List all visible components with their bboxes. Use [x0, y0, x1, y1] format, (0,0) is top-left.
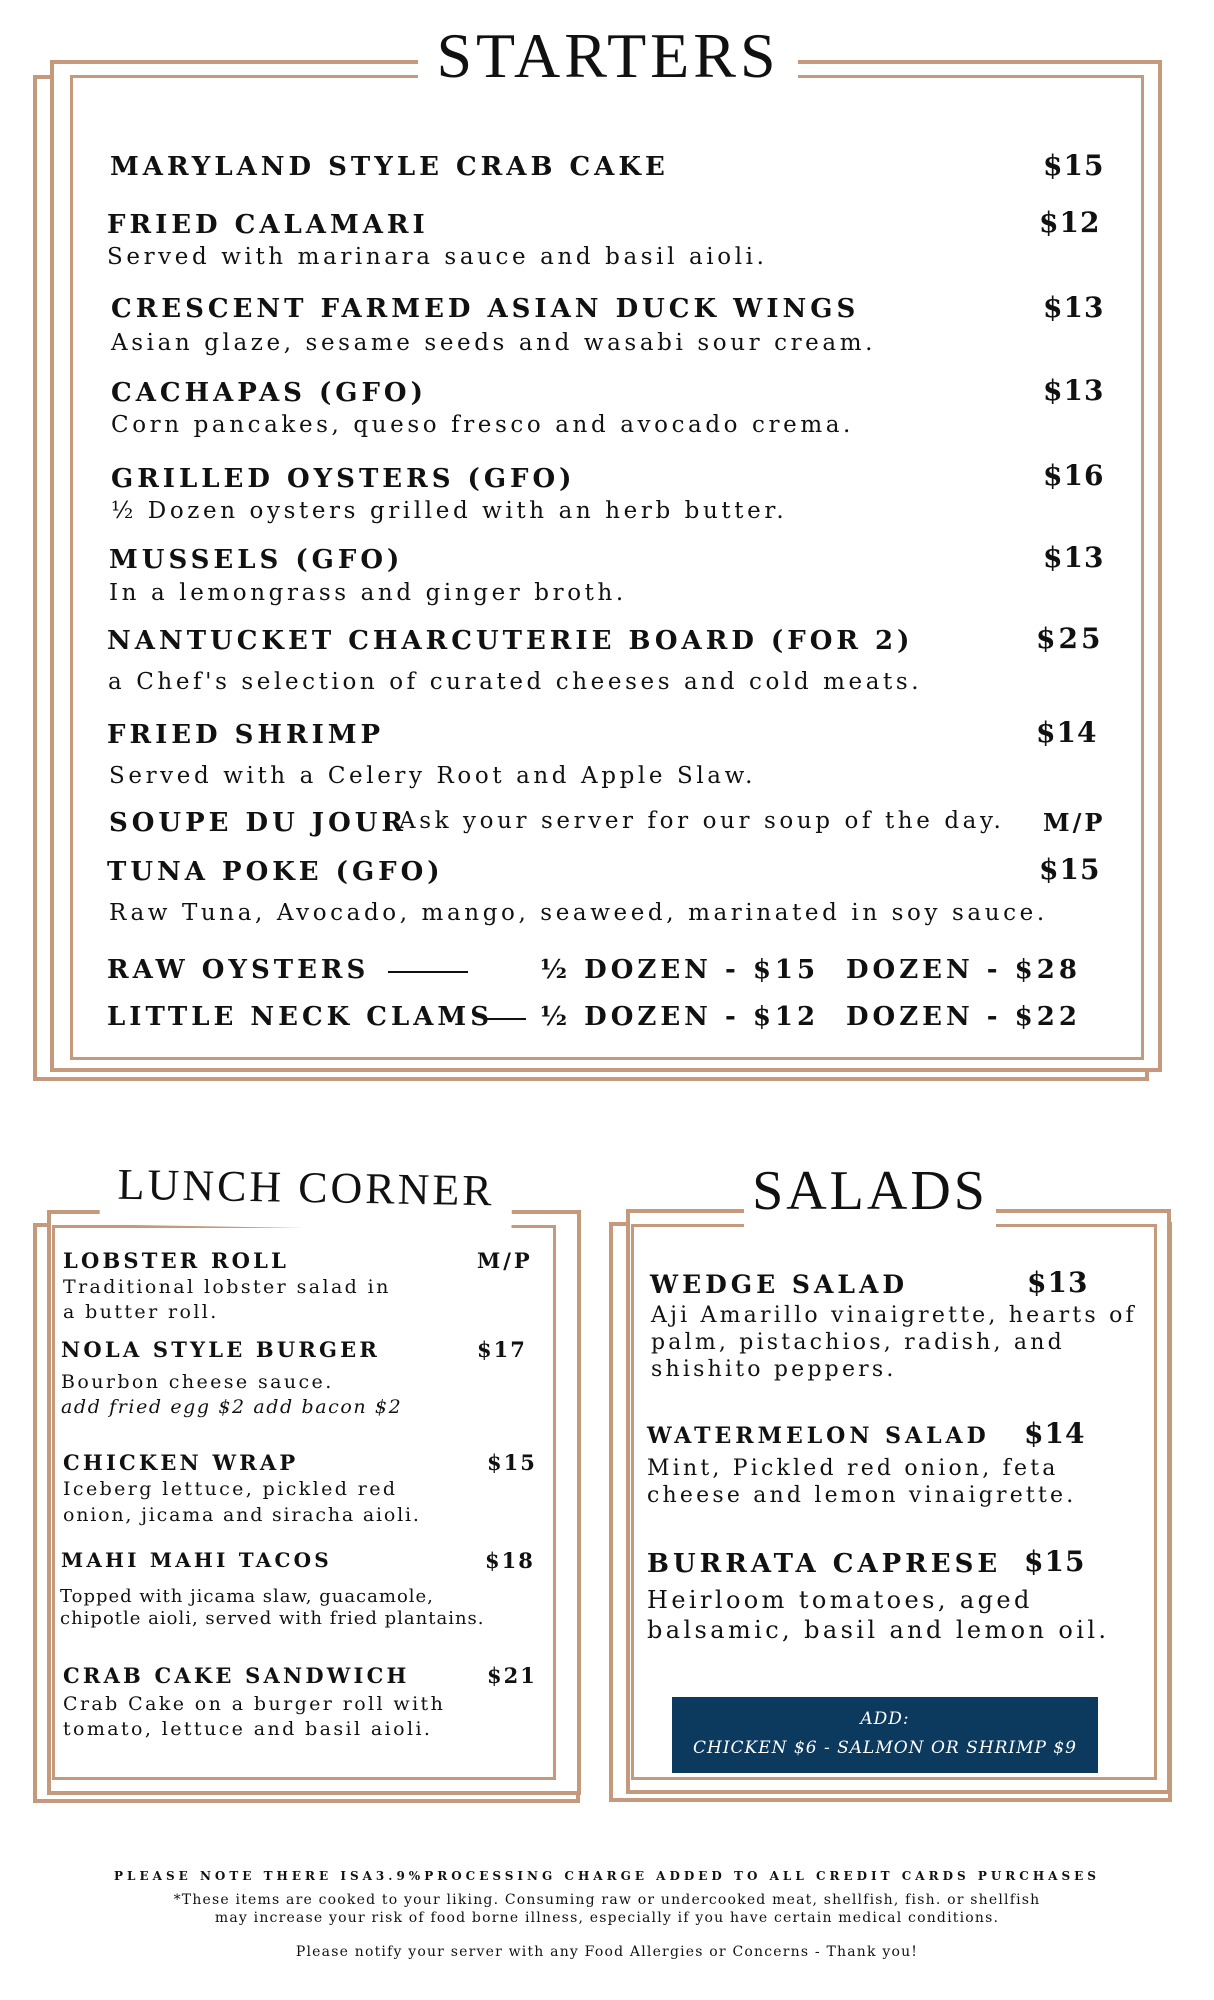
starter-price: $13: [1043, 541, 1105, 574]
salad-desc: Aji Amarillo vinaigrette, hearts of: [651, 1303, 1137, 1328]
lunch-desc: Crab Cake on a burger roll with: [63, 1693, 446, 1715]
starter-price: $13: [1043, 374, 1105, 407]
lunch-name: LOBSTER ROLL: [63, 1248, 290, 1273]
starter-desc: Ask your server for our soup of the day.: [399, 808, 1005, 834]
lunch-desc: onion, jicama and siracha aioli.: [63, 1504, 421, 1526]
lunch-name: CHICKEN WRAP: [63, 1450, 299, 1475]
food-warning-line-2: may increase your risk of food borne illness, especially if you have certain medical conditions.: [214, 1910, 1000, 1926]
food-warning-line-1: *These items are cooked to your liking. Consuming raw or undercooked meat, shellfish, fish. or shellfish: [173, 1892, 1041, 1908]
add-ons-options: CHICKEN $6 - SALMON OR SHRIMP $9: [693, 1738, 1077, 1758]
starters-title: STARTERS: [418, 24, 798, 96]
raw-bar-leader: [388, 971, 468, 973]
salad-price: $15: [1024, 1545, 1086, 1578]
salad-desc: palm, pistachios, radish, and: [651, 1330, 1065, 1355]
salad-price: $13: [1027, 1266, 1089, 1299]
add-ons-label: ADD:: [860, 1709, 910, 1729]
allergy-note: Please notify your server with any Food Allergies or Concerns - Thank you!: [295, 1944, 919, 1960]
raw-bar-name: RAW OYSTERS: [107, 955, 370, 985]
raw-bar-dozen-price: DOZEN - $22: [846, 1002, 1081, 1032]
lunch-desc: chipotle aioli, served with fried plantains.: [60, 1608, 485, 1629]
raw-bar-half-price: ½ DOZEN - $15: [540, 955, 820, 985]
salad-desc: cheese and lemon vinaigrette.: [647, 1483, 1077, 1508]
lunch-price: $21: [487, 1663, 537, 1688]
starter-name: FRIED SHRIMP: [107, 720, 385, 750]
salad-desc: balsamic, basil and lemon oil.: [647, 1616, 1110, 1644]
lunch-desc: Bourbon cheese sauce.: [61, 1371, 334, 1393]
raw-bar-leader: [486, 1018, 526, 1020]
starter-name: MARYLAND STYLE CRAB CAKE: [110, 152, 669, 182]
starter-desc: a Chef's selection of curated cheeses and cold meats.: [108, 669, 923, 695]
starter-price: $25: [1036, 622, 1104, 655]
starter-price: M/P: [1043, 808, 1106, 837]
processing-charge-note: PLEASE NOTE THERE ISA3.9%PROCESSING CHARGE ADDED TO ALL CREDIT CARDS PURCHASES: [114, 1869, 1100, 1883]
starter-name: MUSSELS (GFO): [109, 545, 404, 575]
lunch-name: CRAB CAKE SANDWICH: [63, 1663, 410, 1688]
starter-price: $15: [1043, 149, 1105, 182]
lunch-price: $15: [487, 1450, 537, 1475]
salad-price: $14: [1024, 1417, 1086, 1450]
starter-price: $13: [1043, 291, 1105, 324]
lunch-desc-addons: add fried egg $2 add bacon $2: [61, 1396, 403, 1418]
lunch-name: NOLA STYLE BURGER: [61, 1337, 381, 1362]
salad-add-ons-box: [672, 1697, 1098, 1773]
starter-desc: Asian glaze, sesame seeds and wasabi sour cream.: [111, 330, 877, 356]
raw-bar-half-price: ½ DOZEN - $12: [540, 1002, 820, 1032]
starter-name: CACHAPAS (GFO): [111, 378, 427, 408]
salad-name: WEDGE SALAD: [650, 1270, 909, 1299]
starter-price: $12: [1039, 206, 1101, 239]
starter-price: $14: [1036, 716, 1098, 749]
raw-bar-name: LITTLE NECK CLAMS: [107, 1002, 493, 1032]
lunch-desc: tomato, lettuce and basil aioli.: [63, 1718, 433, 1740]
lunch-price: $17: [477, 1337, 527, 1362]
lunch-desc: Iceberg lettuce, pickled red: [63, 1478, 398, 1500]
lunch-title: LUNCH CORNER: [99, 1162, 512, 1231]
starter-price: $15: [1039, 853, 1101, 886]
starter-name: CRESCENT FARMED ASIAN DUCK WINGS: [111, 294, 860, 324]
raw-bar-dozen-price: DOZEN - $28: [846, 955, 1081, 985]
salad-desc: Heirloom tomatoes, aged: [647, 1586, 1033, 1614]
salad-desc: shishito peppers.: [651, 1357, 897, 1382]
salad-name: WATERMELON SALAD: [647, 1423, 990, 1449]
starter-desc: Raw Tuna, Avocado, mango, seaweed, marinated in soy sauce.: [109, 900, 1048, 926]
starter-name: SOUPE DU JOUR: [109, 808, 408, 838]
starter-desc: Corn pancakes, queso fresco and avocado crema.: [111, 412, 854, 438]
salad-desc: Mint, Pickled red onion, feta: [647, 1456, 1059, 1481]
lunch-name: MAHI MAHI TACOS: [61, 1548, 332, 1572]
starter-name: GRILLED OYSTERS (GFO): [111, 464, 576, 494]
starter-desc: Served with a Celery Root and Apple Slaw.: [109, 763, 757, 789]
starter-desc: In a lemongrass and ginger broth.: [109, 580, 627, 606]
salads-title: SALADS: [744, 1163, 996, 1227]
starter-price: $16: [1043, 459, 1105, 492]
lunch-desc: a butter roll.: [63, 1301, 219, 1323]
lunch-price: M/P: [477, 1248, 533, 1273]
salad-name: BURRATA CAPRESE: [647, 1549, 1002, 1579]
lunch-desc: Topped with jicama slaw, guacamole,: [60, 1586, 434, 1607]
starter-name: FRIED CALAMARI: [107, 210, 429, 240]
starter-desc: ½ Dozen oysters grilled with an herb butter.: [111, 498, 788, 524]
lunch-desc: Traditional lobster salad in: [63, 1276, 391, 1298]
starter-desc: Served with marinara sauce and basil aioli.: [107, 244, 768, 270]
starter-name: TUNA POKE (GFO): [107, 857, 444, 887]
lunch-price: $18: [485, 1548, 535, 1573]
starter-name: NANTUCKET CHARCUTERIE BOARD (FOR 2): [107, 626, 914, 656]
